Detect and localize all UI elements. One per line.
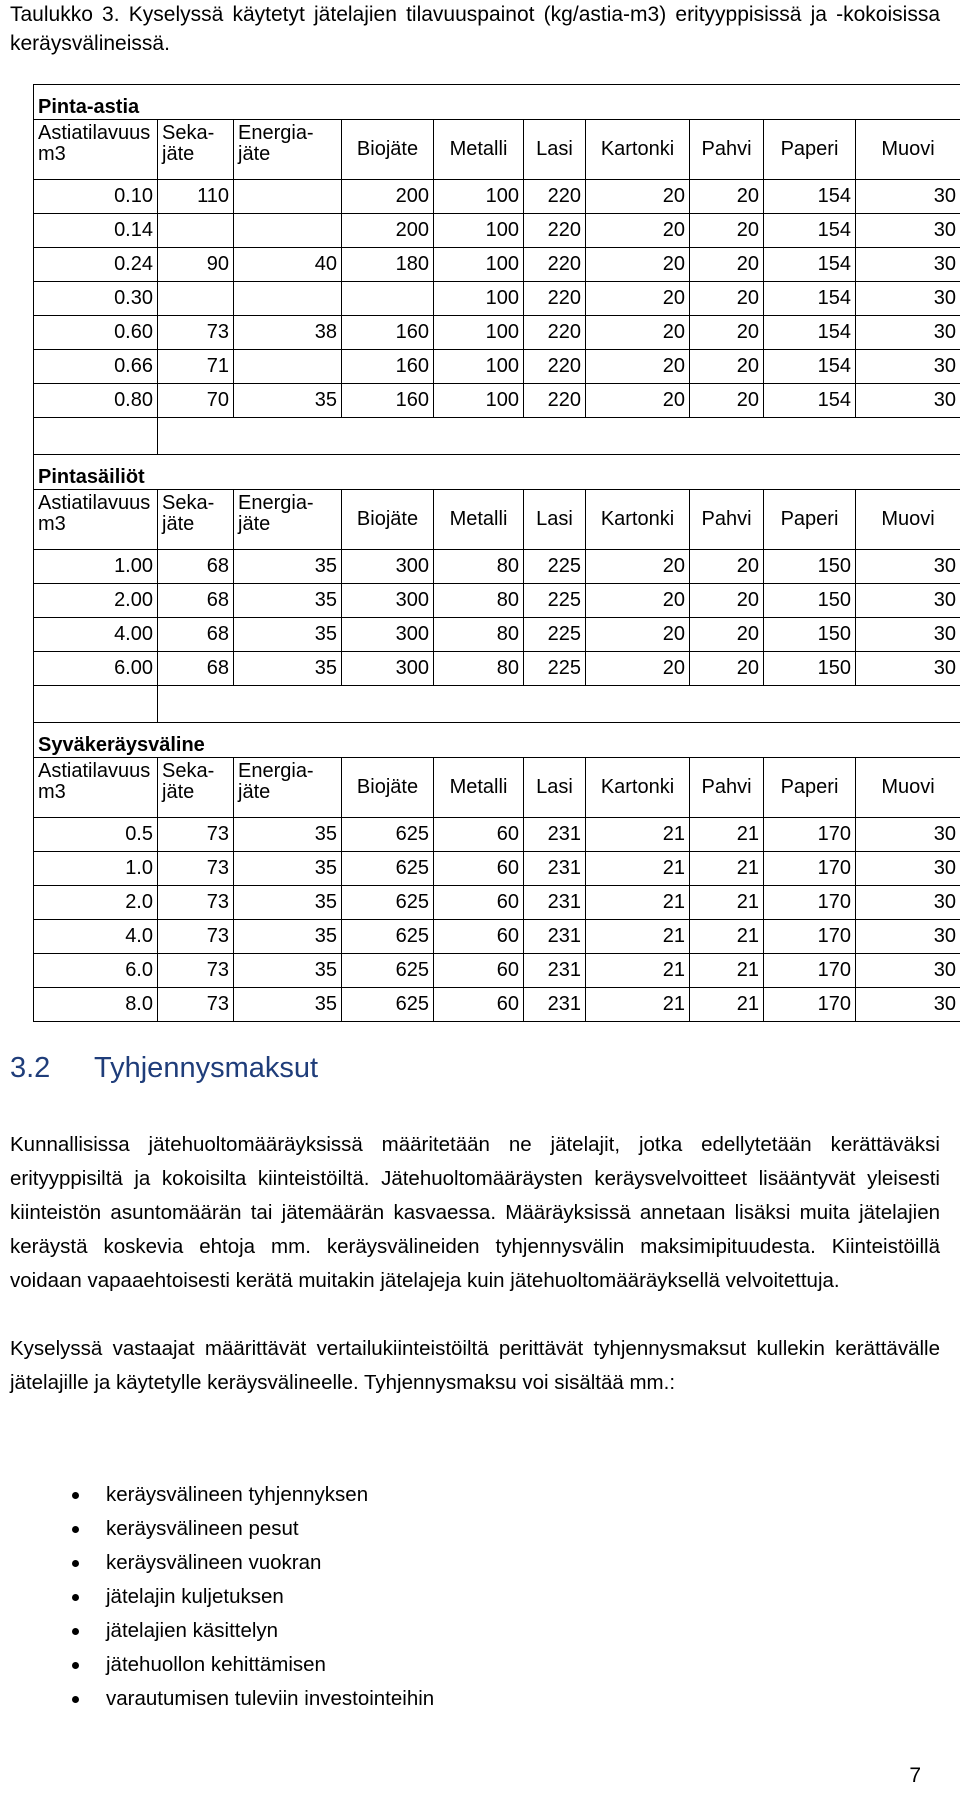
table-cell: 1.00 — [34, 550, 158, 584]
bullet-icon — [72, 1492, 79, 1499]
table-cell: 30 — [856, 316, 960, 350]
table-cell: 0.80 — [34, 384, 158, 418]
table-cell: 0.10 — [34, 180, 158, 214]
list-item-text: jätelajin kuljetuksen — [106, 1585, 284, 1608]
bullet-icon — [72, 1628, 79, 1635]
table-cell — [158, 282, 234, 316]
table-cell: 220 — [524, 248, 586, 282]
column-header: Seka-jäte — [158, 758, 234, 818]
list-item-text: varautumisen tuleviin investointeihin — [106, 1687, 435, 1710]
table-cell: 231 — [524, 818, 586, 852]
table-row — [34, 652, 960, 686]
table-cell — [234, 180, 342, 214]
table-cell: 20 — [690, 180, 764, 214]
column-header: Biojäte — [342, 758, 434, 818]
table-cell: 20 — [586, 652, 690, 686]
list-item — [10, 1478, 434, 1512]
list-item — [10, 1648, 434, 1682]
table-cell: 2.0 — [34, 886, 158, 920]
section-number: 3.2 — [10, 1052, 51, 1084]
table-cell: 225 — [524, 618, 586, 652]
column-header: Astiatilavuus m3 — [34, 758, 158, 818]
column-header: Energia-jäte — [234, 120, 342, 180]
column-header: Lasi — [524, 490, 586, 550]
table-cell: 154 — [764, 316, 856, 350]
table-cell: 231 — [524, 920, 586, 954]
table-cell: 21 — [690, 920, 764, 954]
table-cell: 154 — [764, 282, 856, 316]
table-cell: 225 — [524, 550, 586, 584]
table-cell: 73 — [158, 920, 234, 954]
table-cell: 300 — [342, 550, 434, 584]
table-row — [34, 988, 960, 1022]
table-cell: 170 — [764, 818, 856, 852]
table-cell: 150 — [764, 652, 856, 686]
table-cell: 30 — [856, 550, 960, 584]
bullet-icon — [72, 1560, 79, 1567]
bullet-icon — [72, 1696, 79, 1703]
table-cell: 60 — [434, 886, 524, 920]
table-cell: 35 — [234, 920, 342, 954]
table-cell: 20 — [690, 316, 764, 350]
table-cell: 1.0 — [34, 852, 158, 886]
table-cell: 231 — [524, 954, 586, 988]
table-cell: 220 — [524, 214, 586, 248]
table-cell: 68 — [158, 550, 234, 584]
table-cell: 220 — [524, 180, 586, 214]
table-cell: 35 — [234, 818, 342, 852]
table-cell: 35 — [234, 954, 342, 988]
volume-weight-table — [33, 84, 960, 1022]
table-cell: 154 — [764, 214, 856, 248]
table-cell: 220 — [524, 316, 586, 350]
table-cell: 35 — [234, 618, 342, 652]
table-cell: 0.30 — [34, 282, 158, 316]
section-heading — [10, 1052, 318, 1085]
table-cell: 154 — [764, 384, 856, 418]
bullet-icon — [72, 1526, 79, 1533]
empty-cell — [34, 686, 158, 723]
table-cell: 20 — [690, 584, 764, 618]
table-cell: 4.0 — [34, 920, 158, 954]
list-item-text: jätehuollon kehittämisen — [106, 1653, 326, 1676]
table-cell: 625 — [342, 954, 434, 988]
table-cell: 20 — [586, 282, 690, 316]
table-cell: 20 — [586, 214, 690, 248]
table-cell: 300 — [342, 584, 434, 618]
header-row — [34, 120, 960, 180]
table-cell: 68 — [158, 618, 234, 652]
table-cell: 30 — [856, 852, 960, 886]
column-header: Kartonki — [586, 120, 690, 180]
table-cell: 0.24 — [34, 248, 158, 282]
table-cell: 21 — [586, 886, 690, 920]
table-cell: 21 — [586, 818, 690, 852]
section-title: Pintasäiliöt — [34, 455, 960, 490]
table-cell: 100 — [434, 180, 524, 214]
list-item — [10, 1614, 434, 1648]
empty-cell — [158, 418, 960, 455]
table-row — [34, 316, 960, 350]
table-cell: 154 — [764, 180, 856, 214]
table-cell: 20 — [690, 550, 764, 584]
section-row — [34, 455, 960, 490]
column-header: Seka-jäte — [158, 120, 234, 180]
table-cell: 300 — [342, 652, 434, 686]
column-header: Metalli — [434, 758, 524, 818]
table-cell: 150 — [764, 618, 856, 652]
table-cell: 625 — [342, 920, 434, 954]
table-cell: 73 — [158, 818, 234, 852]
table-cell: 35 — [234, 652, 342, 686]
empty-cell — [34, 418, 158, 455]
table-cell: 160 — [342, 384, 434, 418]
table-cell: 231 — [524, 988, 586, 1022]
table-cell — [158, 214, 234, 248]
table-cell: 73 — [158, 988, 234, 1022]
column-header: Pahvi — [690, 758, 764, 818]
table-row — [34, 618, 960, 652]
table-cell: 20 — [690, 214, 764, 248]
section-title: Pinta-astia — [34, 85, 960, 120]
table-cell — [342, 282, 434, 316]
table-cell: 21 — [586, 920, 690, 954]
table-cell: 170 — [764, 954, 856, 988]
table-cell: 35 — [234, 384, 342, 418]
table-cell: 30 — [856, 282, 960, 316]
table-row — [34, 282, 960, 316]
table-cell: 625 — [342, 886, 434, 920]
table-row — [34, 886, 960, 920]
spacer-row — [34, 418, 960, 455]
table-cell: 4.00 — [34, 618, 158, 652]
table-cell: 220 — [524, 282, 586, 316]
table-cell: 20 — [586, 584, 690, 618]
table-cell: 100 — [434, 282, 524, 316]
header-row — [34, 758, 960, 818]
table-cell: 68 — [158, 652, 234, 686]
table-cell: 60 — [434, 988, 524, 1022]
table-cell: 170 — [764, 988, 856, 1022]
table-row — [34, 550, 960, 584]
table-cell: 70 — [158, 384, 234, 418]
table-cell: 231 — [524, 852, 586, 886]
table-cell: 200 — [342, 214, 434, 248]
table-cell: 625 — [342, 852, 434, 886]
table-cell: 20 — [586, 248, 690, 282]
table-cell: 21 — [690, 954, 764, 988]
table-cell: 73 — [158, 954, 234, 988]
table-cell — [234, 214, 342, 248]
table-cell: 0.5 — [34, 818, 158, 852]
table-cell: 21 — [690, 988, 764, 1022]
column-header: Biojäte — [342, 490, 434, 550]
column-header: Muovi — [856, 758, 960, 818]
table-row — [34, 818, 960, 852]
list-item — [10, 1580, 434, 1614]
section-row — [34, 85, 960, 120]
table-cell: 180 — [342, 248, 434, 282]
column-header: Lasi — [524, 758, 586, 818]
page-number: 7 — [909, 1764, 921, 1787]
bullet-icon — [72, 1662, 79, 1669]
list-item-text: keräysvälineen tyhjennyksen — [106, 1483, 369, 1506]
table-cell: 35 — [234, 852, 342, 886]
table-row — [34, 180, 960, 214]
table-cell: 30 — [856, 384, 960, 418]
column-header: Seka-jäte — [158, 490, 234, 550]
empty-cell — [158, 686, 960, 723]
table-cell: 0.14 — [34, 214, 158, 248]
table-cell: 30 — [856, 584, 960, 618]
table-cell: 20 — [690, 282, 764, 316]
column-header: Pahvi — [690, 490, 764, 550]
list-item — [10, 1682, 434, 1716]
column-header: Kartonki — [586, 758, 690, 818]
table-cell: 20 — [690, 384, 764, 418]
table-cell: 20 — [690, 618, 764, 652]
table-cell: 200 — [342, 180, 434, 214]
column-header: Astiatilavuus m3 — [34, 120, 158, 180]
table-cell: 30 — [856, 920, 960, 954]
table-cell: 110 — [158, 180, 234, 214]
table-cell: 60 — [434, 920, 524, 954]
header-row — [34, 490, 960, 550]
table-cell: 170 — [764, 886, 856, 920]
table-cell: 100 — [434, 214, 524, 248]
table-cell: 20 — [586, 618, 690, 652]
table-cell: 225 — [524, 652, 586, 686]
table-cell: 100 — [434, 384, 524, 418]
table-cell: 80 — [434, 652, 524, 686]
table-cell: 35 — [234, 584, 342, 618]
table-cell: 160 — [342, 350, 434, 384]
table-cell: 8.0 — [34, 988, 158, 1022]
table-cell: 154 — [764, 248, 856, 282]
column-header: Energia-jäte — [234, 758, 342, 818]
table-cell: 30 — [856, 248, 960, 282]
table-cell: 71 — [158, 350, 234, 384]
list-item — [10, 1546, 434, 1580]
table-cell: 30 — [856, 988, 960, 1022]
table-cell: 38 — [234, 316, 342, 350]
spacer-row — [34, 686, 960, 723]
table-cell: 20 — [690, 652, 764, 686]
table-cell: 220 — [524, 350, 586, 384]
list-item-text: jätelajien käsittelyn — [106, 1619, 279, 1642]
table-cell: 21 — [586, 852, 690, 886]
bullet-icon — [72, 1594, 79, 1601]
column-header: Astiatilavuus m3 — [34, 490, 158, 550]
table-cell: 30 — [856, 214, 960, 248]
fee-components-list — [10, 1478, 434, 1716]
table-cell: 2.00 — [34, 584, 158, 618]
table-cell: 0.66 — [34, 350, 158, 384]
table-row — [34, 384, 960, 418]
table-cell: 100 — [434, 248, 524, 282]
table-cell: 150 — [764, 550, 856, 584]
table-cell: 625 — [342, 988, 434, 1022]
paragraph-2: Kyselyssä vastaajat määrittävät vertailukiinteistöiltä perittävät tyhjennysmaksut kullekin kerättävälle jätelajille ja käytetylle keräysvälineelle. Tyhjennysmaksu voi sisältää mm.: — [10, 1337, 940, 1394]
table-cell: 35 — [234, 550, 342, 584]
column-header: Lasi — [524, 120, 586, 180]
column-header: Metalli — [434, 120, 524, 180]
table-cell: 220 — [524, 384, 586, 418]
section-title: Tyhjennysmaksut — [94, 1052, 319, 1084]
table-cell: 20 — [586, 180, 690, 214]
table-cell: 35 — [234, 886, 342, 920]
column-header: Metalli — [434, 490, 524, 550]
table-cell: 20 — [586, 316, 690, 350]
column-header: Paperi — [764, 120, 856, 180]
table-cell: 6.0 — [34, 954, 158, 988]
table-cell — [234, 282, 342, 316]
section-row — [34, 723, 960, 758]
table-cell: 300 — [342, 618, 434, 652]
table-cell: 20 — [586, 550, 690, 584]
column-header: Muovi — [856, 120, 960, 180]
table-cell: 20 — [690, 350, 764, 384]
table-cell: 6.00 — [34, 652, 158, 686]
table-cell: 60 — [434, 818, 524, 852]
table-cell: 625 — [342, 818, 434, 852]
table-cell: 20 — [586, 384, 690, 418]
table-cell: 20 — [586, 350, 690, 384]
table-row — [34, 852, 960, 886]
table-cell: 21 — [586, 988, 690, 1022]
table-cell: 0.60 — [34, 316, 158, 350]
column-header: Pahvi — [690, 120, 764, 180]
table-cell: 170 — [764, 852, 856, 886]
table-cell: 21 — [690, 886, 764, 920]
table-cell: 30 — [856, 886, 960, 920]
table-cell: 80 — [434, 584, 524, 618]
table-cell: 20 — [690, 248, 764, 282]
table-cell: 170 — [764, 920, 856, 954]
table-cell: 35 — [234, 988, 342, 1022]
table-cell: 30 — [856, 350, 960, 384]
table-cell: 73 — [158, 852, 234, 886]
list-item-text: keräysvälineen vuokran — [106, 1551, 322, 1574]
column-header: Muovi — [856, 490, 960, 550]
table-cell: 21 — [586, 954, 690, 988]
table-cell: 68 — [158, 584, 234, 618]
list-item — [10, 1512, 434, 1546]
table-cell: 21 — [690, 852, 764, 886]
table-row — [34, 350, 960, 384]
column-header: Biojäte — [342, 120, 434, 180]
table-cell — [234, 350, 342, 384]
table-caption: Taulukko 3. Kyselyssä käytetyt jätelajien tilavuuspainot (kg/astia-m3) erityyppisissä ja -kokoisissa keräysvälineissä. — [10, 3, 940, 55]
section-title: Syväkeräysväline — [34, 723, 960, 758]
table-cell: 100 — [434, 350, 524, 384]
table-cell: 225 — [524, 584, 586, 618]
table-row — [34, 214, 960, 248]
table-cell: 231 — [524, 886, 586, 920]
paragraph-1: Kunnallisissa jätehuoltomääräyksissä määritetään ne jätelajit, jotka edellytetään kerättäväksi erityyppisiltä ja kokoisilta kiinteistöiltä. Jätehuoltomääräysten keräysvelvoitteet lisääntyvät yleisesti kiinteistön asuntomäärän tai jätemäärän kasvaessa. Määräyksissä annetaan lisäksi muita jätelajien keräystä koskevia ehtoja mm. keräysvälineiden tyhjennysvälin maksimipituudesta. Kiinteistöillä voidaan vapaaehtoisesti kerätä muitakin jätelajeja kuin jätehuoltomääräyksellä velvoitettuja. — [10, 1133, 940, 1292]
table-cell: 60 — [434, 852, 524, 886]
table-row — [34, 584, 960, 618]
table-cell: 150 — [764, 584, 856, 618]
table-cell: 90 — [158, 248, 234, 282]
table-cell: 30 — [856, 180, 960, 214]
column-header: Kartonki — [586, 490, 690, 550]
table-cell: 154 — [764, 350, 856, 384]
column-header: Energia-jäte — [234, 490, 342, 550]
column-header: Paperi — [764, 758, 856, 818]
column-header: Paperi — [764, 490, 856, 550]
table-cell: 30 — [856, 618, 960, 652]
table-cell: 100 — [434, 316, 524, 350]
table-cell: 73 — [158, 316, 234, 350]
table-row — [34, 954, 960, 988]
table-cell: 160 — [342, 316, 434, 350]
table-row — [34, 248, 960, 282]
list-item-text: keräysvälineen pesut — [106, 1517, 299, 1540]
table-cell: 80 — [434, 618, 524, 652]
table-cell: 30 — [856, 652, 960, 686]
table-cell: 30 — [856, 954, 960, 988]
table-cell: 60 — [434, 954, 524, 988]
table-cell: 30 — [856, 818, 960, 852]
table-cell: 21 — [690, 818, 764, 852]
table-cell: 73 — [158, 886, 234, 920]
table-cell: 40 — [234, 248, 342, 282]
table-cell: 80 — [434, 550, 524, 584]
table-row — [34, 920, 960, 954]
